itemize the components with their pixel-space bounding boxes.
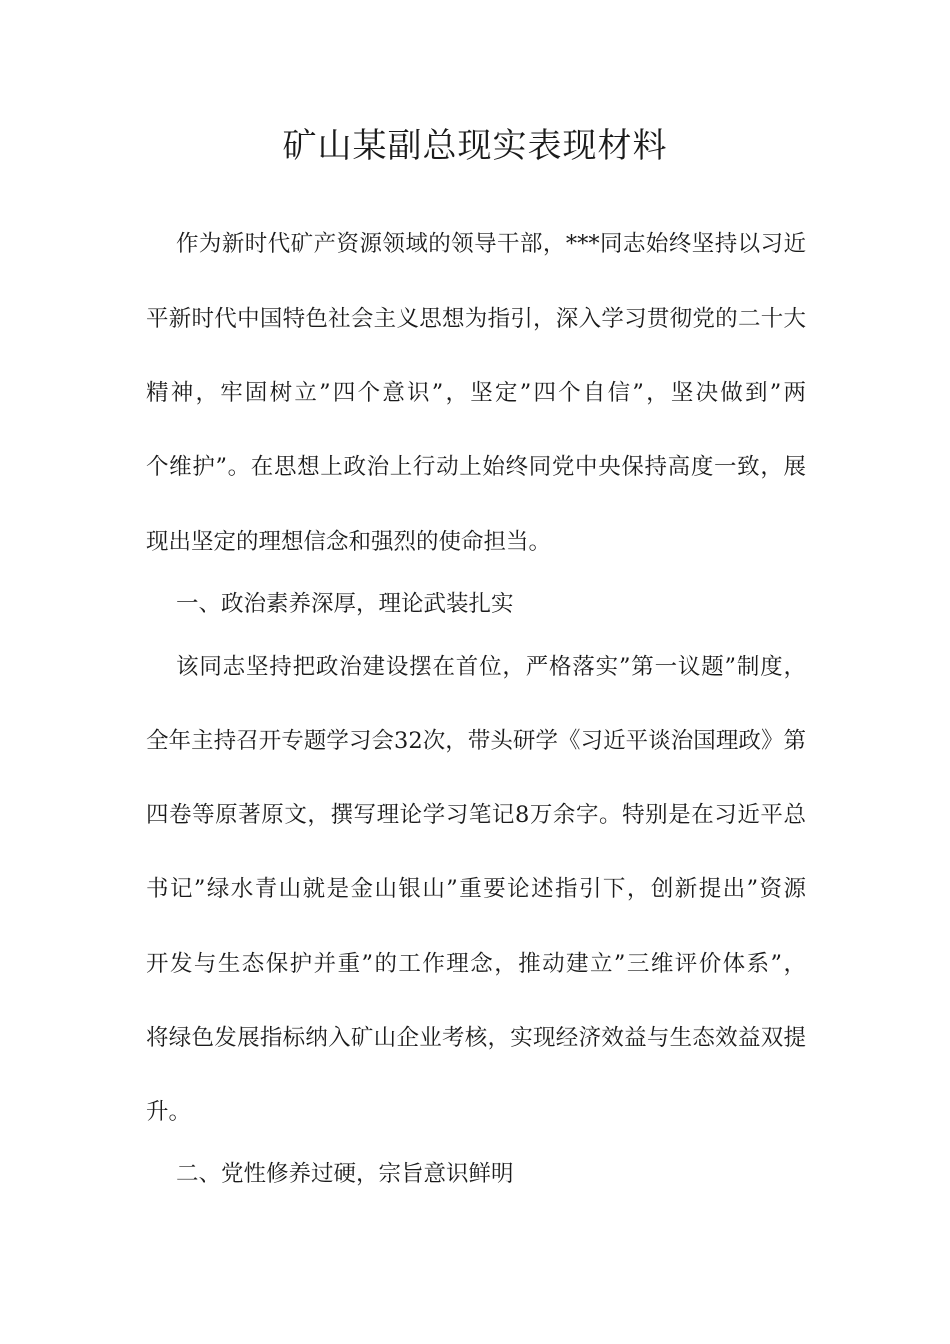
- paragraph-line: 书记”绿水青山就是金山银山”重要论述指引下，创新提出”资源: [146, 876, 806, 902]
- paragraph-line: 四卷等原著原文，撰写理论学习笔记8万余字。特别是在习近平总: [146, 802, 806, 828]
- paragraph-line: 精神，牢固树立”四个意识”，坚定”四个自信”，坚决做到”两: [146, 380, 806, 406]
- paragraph-line: 个维护”。在思想上政治上行动上始终同党中央保持高度一致，展: [146, 454, 806, 480]
- document-title: 矿山某副总现实表现材料: [282, 126, 668, 166]
- paragraph-line: 将绿色发展指标纳入矿山企业考核，实现经济效益与生态效益双提: [146, 1025, 806, 1051]
- paragraph-line: 该同志坚持把政治建设摆在首位，严格落实”第一议题”制度，: [176, 654, 806, 680]
- paragraph-line: 平新时代中国特色社会主义思想为指引，深入学习贯彻党的二十大: [146, 306, 806, 332]
- paragraph-line: 现出坚定的理想信念和强烈的使命担当。: [146, 529, 552, 555]
- section-heading-2: 二、党性修养过硬，宗旨意识鲜明: [176, 1161, 514, 1187]
- paragraph-line: 升。: [146, 1099, 192, 1125]
- paragraph-line: 全年主持召开专题学习会32次，带头研学《习近平谈治国理政》第: [146, 728, 806, 754]
- paragraph-line: 开发与生态保护并重”的工作理念，推动建立”三维评价体系”，: [146, 951, 806, 977]
- section-heading-1: 一、政治素养深厚，理论武装扎实: [176, 591, 514, 617]
- paragraph-line: 作为新时代矿产资源领域的领导干部，***同志始终坚持以习近: [176, 231, 806, 257]
